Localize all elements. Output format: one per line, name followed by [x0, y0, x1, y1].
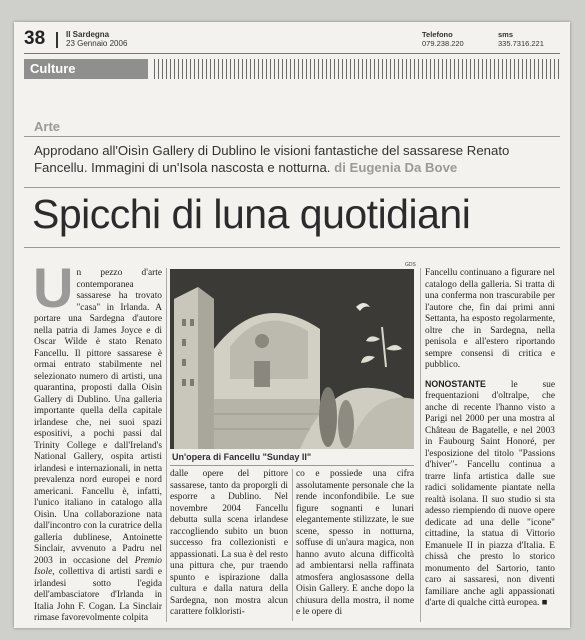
deck-text: Approdano all'Oisìn Gallery di Dublino le visioni fantastiche del sassarese Renato Fancellu. Immagini di un'Isola nascosta e notturna. — [34, 143, 510, 175]
article-deck — [34, 142, 554, 176]
page-header — [24, 28, 560, 50]
publication-info — [66, 30, 127, 48]
phone-label: Telefono — [422, 30, 453, 39]
article-column-2: dalle opere del pittore sassarese, tanto da proporgli di esporre a Dublino. Nel novembre 2004 Fancellu debutta sulla scena irlandese raccogliendo subito un buon successo fra collezionisti e appassionati. La sua è del resto una pittura che, pur traendo spunto e ispirazione dalla cultura e dalla natura della Sardegna, non mostra alcun carattere folkloristi- — [170, 469, 288, 617]
column-4-paragraph-2-text: le sue frequentazioni d'oltralpe, che anche di recente l'hanno visto a Parigi nel 2000 per una mostra al Château de Bagatelle, e nel 2003 in Faubourg Saint Honoré, per l'esposizione del titolo "Passions d'hiver"- Fancellu continua a trarre linfa artistica dalle sue radici solidamente piantate nella realtà isolana. Il suo studio si sta adesso riempiendo di nuove opere dedicate ad una delle "icone" cittadine, la statua di Vittorio Emanuele II in piazza d'Italia. E chissà che presto lo storico monumento del Sartorio, tanto caro ai sassaresi, non diventi familiare anche agli appassionati d'arte di qualche città europea. ■ — [425, 379, 555, 608]
page-number: 38 — [24, 28, 46, 49]
column-4-paragraph-1: Fancellu continuano a figurare nel catalogo della galleria. Si tratta di una conferma non trascurabile per l'autore che, fin dai primi anni Settanta, ha esposto regolarmente, oltre che in Sardegna, nella penisola e all'estero riportando sempre consensi di critica e pubblico. — [425, 268, 555, 370]
publication-date: 23 Gennaio 2006 — [66, 39, 128, 48]
column-1-text-end: , collettiva di artisti sardi e irlandesi sotto l'egida dell'ambasciatore d'Irlanda in Italia John F. Cogan. La Sinclair rimase favorevolmente colpita — [34, 567, 162, 623]
deck-rule — [24, 187, 560, 188]
byline: di Eugenia Da Bove — [334, 160, 458, 175]
sms-number: 335.7316.221 — [498, 39, 544, 48]
column-1-text: n pezzo d'arte contemporanea sassarese ha trovato "casa" in Irlanda. A portare una Sardegna d'autore nella patria di James Joyce e di Oscar Wilde è stato Renato Fancellu. Il pittore sassarese è ormai entrato stabilmente nel selezionato numero di artisti, una quarantina, proposti dalla Oisìn Gallery di Dublino. Una galleria importante quella della capitale irlandese che, nei suoi spazi espositivi, a pochi passi dal Trinity College e dall'Ireland's National Gallery, ospita artisti irlandesi e internazionali, in netta prevalenza nord europei e nord americani. Fancellu è, infatti, l'unico italiano in catalogo alla Oisìn. Una collaborazione nata dall'incontro con la curatrice della galleria dublinese, Antoinette Sinclair, avvenuto a Padru nel 2003 in occasione del — [34, 268, 162, 566]
painting-illustration — [170, 269, 414, 449]
publication-name: Il Sardegna — [66, 30, 110, 39]
header-divider — [56, 32, 58, 48]
sms-label: sms — [498, 30, 514, 39]
column-4-paragraph-2 — [425, 379, 555, 610]
column-separator — [292, 469, 293, 621]
newspaper-page — [14, 22, 570, 628]
drop-cap: U — [33, 256, 74, 319]
sms-info — [498, 30, 544, 48]
phone-info — [422, 30, 464, 48]
article-column-3: co e possiede una cifra assolutamente personale che la rende inconfondibile. Le sue figure sognanti e lunari elegantemente stilizzate, le sue scene, spesso in notturna, soffuse di un'aura magica, non hanno avuto alcuna difficoltà ad ambientarsi nella raffinata atmosfera anglosassone della Oisìn Gallery. E anche dopo la chiusura della mostra, il nome e le opere di — [296, 469, 414, 617]
artwork-photo — [170, 269, 414, 449]
caption-rule — [170, 465, 414, 466]
column-separator — [420, 268, 421, 622]
section-stripes — [154, 59, 560, 79]
subsection-label: Arte — [34, 119, 61, 134]
subsection-rule — [24, 136, 560, 137]
headline: Spicchi di luna quotidiani — [32, 191, 471, 237]
paragraph-lead-word: NONOSTANTE — [425, 378, 486, 389]
header-rule — [24, 53, 560, 54]
photo-credit: GDS — [405, 262, 416, 268]
column-separator — [166, 268, 167, 622]
photo-caption: Un'opera di Fancellu "Sunday II" — [172, 452, 312, 462]
article-column-4 — [425, 268, 555, 617]
article-column-1 — [33, 256, 162, 625]
section-label: Culture — [24, 59, 148, 79]
headline-rule — [24, 247, 560, 248]
award-name: Premio Isole — [34, 555, 162, 577]
phone-number: 079.238.220 — [422, 39, 464, 48]
